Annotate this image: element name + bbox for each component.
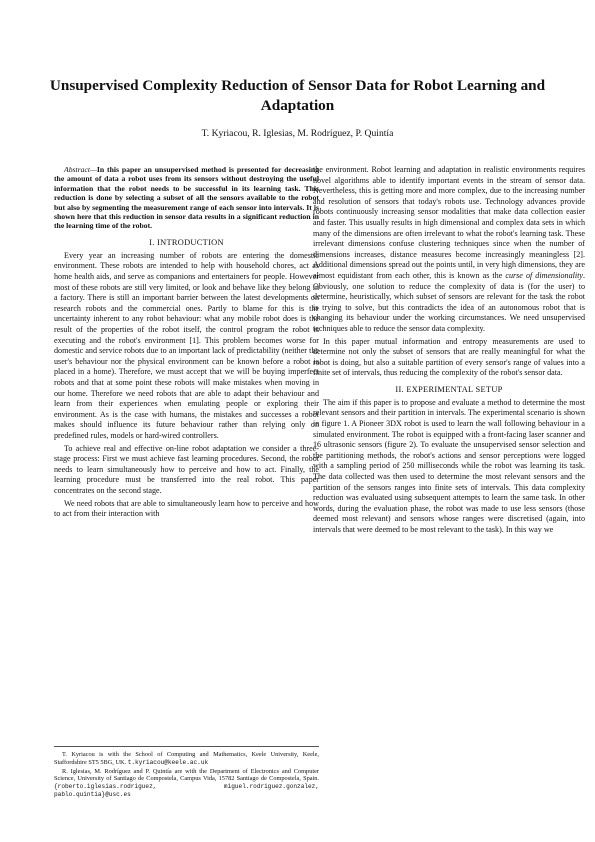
intro-paragraph-5: In this paper mutual information and entropy measurements are used to determine not only the subset of sensors that are really meaningful for what the robot is doing, but also a suitable partition of every sensor's range of values into a finite set of intervals, thus reducing the complexity of the robot's sensor data. [313,336,585,378]
footnote-2 [54,768,319,799]
paper-authors: T. Kyriacou, R. Iglesias, M. Rodríguez, P. Quintía [201,128,394,139]
footnote-1-text: T. Kyriacou is with the School of Computing and Mathematics, Keele University, Keele, Staffordshire ST5 5BG, UK. [54,751,319,766]
abstract [54,165,319,231]
footnotes [54,746,319,800]
abstract-lead: Abstract— [64,165,97,174]
intro-paragraph-3: We need robots that are able to simultaneously learn how to perceive and how to act from their interaction with [54,498,319,519]
right-column [313,165,585,538]
abstract-text: In this paper an unsupervised method is presented for decreasing the amount of data a robot uses from its sensors without destroying the useful information that the robot needs to be successful in its learning task. This reduction is done by selecting a subset of all the sensors available to the robot but also by segmenting the measurement range of each sensor into intervals. It is shown here that this reduction in sensor data results in a significant reduction in the learning time of the robot. [54,165,319,231]
curse-of-dimensionality-term: curse of dimensionality [505,270,583,280]
footnote-1-email: t.kyriacou@keele.ac.uk [127,758,209,766]
intro-paragraph-2: To achieve real and effective on-line robot adaptation we consider a three-stage process: First we must achieve fast learning procedures. Second, the robot needs to learn simultaneously how to perceive and how to act. Finally, the learning procedure must be transferred into the real robot. This paper concentrates on the second stage. [54,443,319,495]
footnote-2-email: {roberto.iglesias.rodriguez, miguel.rodriguez.gonzalez, pablo.quintia}@usc.es [54,783,319,798]
left-column [54,165,319,522]
paper-title: Unsupervised Complexity Reduction of Sensor Data for Robot Learning and Adaptation [49,77,546,114]
section-heading-introduction: I. INTRODUCTION [149,237,224,247]
intro-paragraph-4-text: the environment. Robot learning and adaptation in realistic environments requires novel algorithms able to identify important events in the stream of sensor data. Nevertheless, this is getting more and more complex, due to the increasing number and resolution of sensors that today's robots use. Technology advances provide robots continuously increasing sensor modalities that make data collection easier and faster. This usually results in high dimensional and complex data sets in which many of the dimensions are often irrelevant to what the robot's learning task. These irrelevant dimensions confuse clustering techniques since when the number of dimensions increases, distance measures become increasingly meaningless [2]. Additional dimensions spread out the points until, in very high dimensions, they are almost equidistant from each other, this is known as the [313,165,585,280]
footnote-1 [54,751,319,767]
section-heading-experimental-setup: II. EXPERIMENTAL SETUP [395,384,503,394]
intro-paragraph-4 [313,165,585,335]
footnote-2-text: R. Iglesias, M. Rodríguez and P. Quintía are with the Department of Electronics and Computer Science, University of Santiago de Compostela, Campus Vida, 15782 Santiago de Compostela, Spain. [54,767,319,783]
setup-paragraph-1: The aim if this paper is to propose and evaluate a method to determine the most relevant sensors and their partition in intervals. The experimental scenario is shown in figure 1. A Pioneer 3DX robot is used to learn the wall following behaviour in a simulated environment. The robot is equipped with a front-facing laser scanner and 16 ultrasonic sensors (figure 2). To evaluate the unsupervised sensor selection and the partitioning methods, the robot's actions and sensor perceptions were logged with a sampling period of 250 milliseconds while the robot was learning its task. The data collected was then used to determine the most relevant sensors and the partition of the sensors ranges into finite sets of intervals. This data complexity reduction was evaluated using subsequent attempts to learn the same task. In other words, during the evaluation phase, the robot was made to use less sensors (those deemed most relevant) and sensors whose ranges were discretised (again, into intervals that were deemed to be most relevant to the task). In this way we [313,397,585,534]
intro-paragraph-1: Every year an increasing number of robots are entering the domestic environment. These robots are intended to help with household chores, act as home health aids, and serve as companions and entertainers for people. However most of these robots are still very limited, or look and behave like they belong in a factory. There is still an important barrier between the latest developments on research robots and the commercial ones. Partly to blame for this is the uncertainty inherent to any robot behaviour: what any mobile robot does is the result of the properties of the robot itself, the control program the robot is executing and the robot's environment [1]. This problem becomes worse for domestic and service robots due to an important lack of predictability (neither the user's behaviour nor the physical environment can be known before a robot is placed in a home). Therefore, we must accept that we will be buying imperfect robots and that at some point these robots will make mistakes when moving in our home. Therefore we need robots that are able to adapt their behaviour and learn from their experiences when emulating people or exploring their environment. As is the case with humans, the mistakes and successes a robot makes should influence its future behaviour rather than relying only on predefined rules, models or hard-wired controllers. [54,250,319,440]
intro-paragraph-4-end: . Obviously, one solution to reduce the complexity of data is (for the user) to determine, heuristically, which subset of sensors are relevant for the task the robot is trying to solve, but this contradicts the idea of an autonomous robot that is changing its behaviour under the working circumstances. We need unsupervised techniques able to reduce the sensor data complexity. [313,270,585,333]
